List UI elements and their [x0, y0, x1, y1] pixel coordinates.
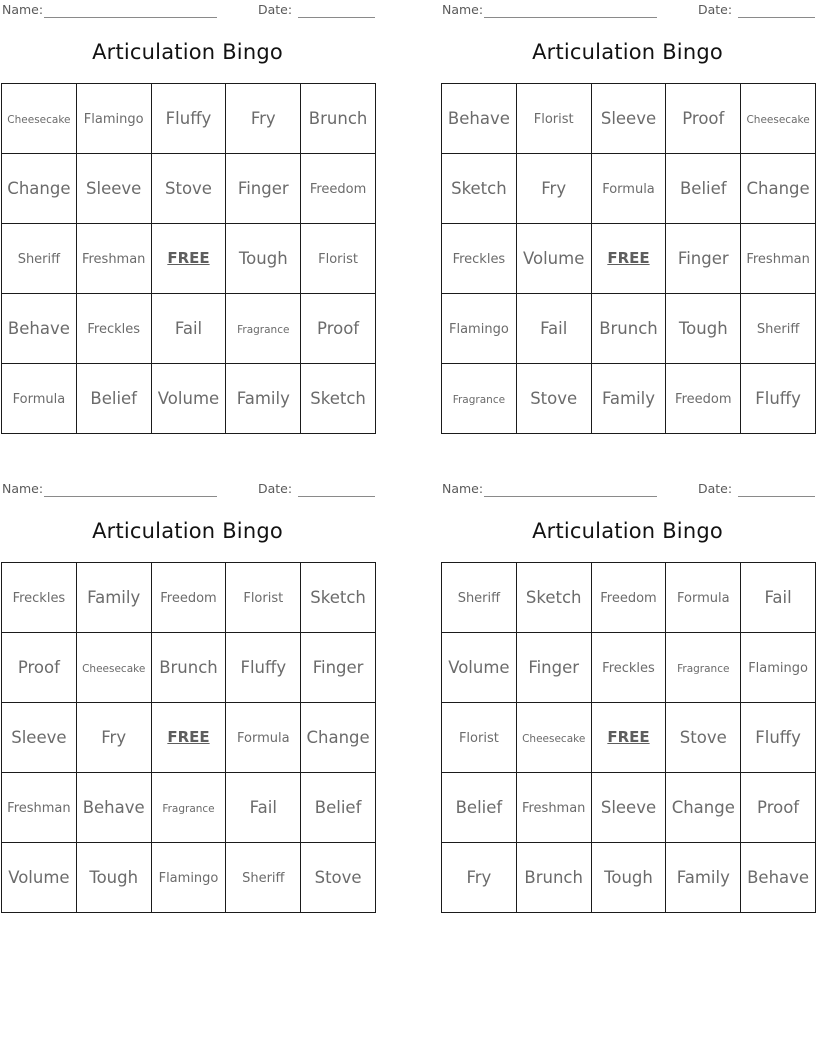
bingo-cell[interactable] [76, 224, 151, 294]
bingo-cell[interactable] [741, 633, 816, 703]
bingo-cell-label: Sketch [451, 178, 507, 198]
bingo-cell-label: Belief [679, 178, 727, 198]
bingo-cell-label: Fluffy [755, 727, 801, 747]
bingo-cell[interactable] [666, 154, 741, 224]
bingo-cell[interactable] [666, 843, 741, 913]
bingo-cell-label: Brunch [524, 867, 583, 887]
bingo-cell-label: Freckles [87, 322, 141, 338]
bingo-cell[interactable] [151, 364, 226, 434]
bingo-cell[interactable] [591, 84, 666, 154]
bingo-row [2, 843, 376, 913]
bingo-cell[interactable] [516, 84, 591, 154]
bingo-cell-label: Behave [747, 867, 810, 887]
bingo-cell[interactable] [226, 563, 301, 633]
bingo-cell-label: Belief [314, 797, 362, 817]
bingo-cell-label: Tough [238, 248, 288, 268]
bingo-cell[interactable] [76, 633, 151, 703]
bingo-cell[interactable] [591, 773, 666, 843]
bingo-cell[interactable] [741, 773, 816, 843]
bingo-cell-label: Florist [533, 112, 574, 128]
name-write-in-rule[interactable] [484, 496, 657, 497]
bingo-cell-label: Freedom [160, 591, 217, 607]
bingo-cell[interactable] [442, 773, 517, 843]
bingo-cell-label: Cheesecake [522, 733, 586, 746]
bingo-cell[interactable] [666, 633, 741, 703]
bingo-cell[interactable] [516, 154, 591, 224]
bingo-row [2, 294, 376, 364]
bingo-row [2, 703, 376, 773]
bingo-cell-label: Freckles [452, 252, 506, 268]
bingo-free-cell[interactable] [151, 224, 226, 294]
bingo-cell-label: Formula [237, 731, 290, 747]
bingo-cell-label: Change [746, 178, 810, 198]
bingo-cell[interactable] [151, 154, 226, 224]
bingo-cell[interactable] [76, 843, 151, 913]
bingo-cell-label: Fry [466, 867, 492, 887]
bingo-cell[interactable] [666, 294, 741, 364]
bingo-cell[interactable] [666, 84, 741, 154]
bingo-cell[interactable] [76, 703, 151, 773]
bingo-cell-label: Tough [678, 318, 728, 338]
bingo-cell-label: Sleeve [86, 178, 142, 198]
bingo-cell[interactable] [516, 224, 591, 294]
bingo-cell[interactable] [226, 773, 301, 843]
bingo-cell-label: Proof [757, 797, 800, 817]
bingo-cell-label: Freshman [521, 801, 586, 817]
bingo-cell[interactable] [151, 84, 226, 154]
page-title: Articulation Bingo [92, 519, 283, 543]
bingo-cell[interactable] [301, 843, 376, 913]
bingo-cell[interactable] [666, 224, 741, 294]
bingo-cell[interactable] [226, 224, 301, 294]
bingo-card-top-left [0, 0, 375, 408]
bingo-cell[interactable] [442, 84, 517, 154]
bingo-cell-label: Stove [530, 388, 578, 408]
bingo-cell[interactable] [442, 364, 517, 434]
bingo-cell-label: Brunch [159, 657, 218, 677]
bingo-cell-label: Fragrance [237, 324, 290, 337]
bingo-cell-label: Change [7, 178, 71, 198]
bingo-cell-label: Fluffy [240, 657, 287, 677]
bingo-cell-label: Sheriff [457, 591, 501, 607]
bingo-cell[interactable] [226, 154, 301, 224]
bingo-cell-label: Cheesecake [7, 114, 71, 127]
bingo-row [442, 154, 816, 224]
bingo-cell[interactable] [666, 563, 741, 633]
bingo-row [442, 364, 816, 434]
date-write-in-rule[interactable] [298, 496, 375, 497]
bingo-cell-label: Sketch [525, 587, 582, 607]
bingo-cell-label: Volume [523, 248, 585, 268]
bingo-cell-label: Fragrance [162, 803, 215, 816]
bingo-cell[interactable] [301, 563, 376, 633]
bingo-card-bottom-left [0, 479, 375, 887]
bingo-cell[interactable] [741, 84, 816, 154]
bingo-row [442, 84, 816, 154]
bingo-cell[interactable] [741, 843, 816, 913]
bingo-row [2, 563, 376, 633]
bingo-cell[interactable] [442, 563, 517, 633]
bingo-row [2, 364, 376, 434]
bingo-cell[interactable] [76, 773, 151, 843]
date-label: Date: [258, 481, 293, 496]
bingo-cell-label: Fail [540, 318, 568, 338]
bingo-card-bottom-right [440, 479, 815, 887]
bingo-cell[interactable] [516, 364, 591, 434]
bingo-cell-label: Proof [17, 657, 60, 677]
date-label: Date: [698, 2, 733, 17]
bingo-cell[interactable] [2, 773, 77, 843]
bingo-cell-label: Flamingo [748, 661, 808, 677]
bingo-cell[interactable] [151, 633, 226, 703]
bingo-row [442, 294, 816, 364]
bingo-cell-label: Fluffy [165, 108, 212, 128]
bingo-cell-label: Flamingo [449, 322, 509, 338]
bingo-row [442, 633, 816, 703]
bingo-cell-label: Sheriff [17, 252, 61, 268]
bingo-cell-label: Sketch [310, 587, 366, 607]
bingo-cell[interactable] [2, 84, 77, 154]
bingo-cell-label: FREE [167, 728, 210, 747]
page-title: Articulation Bingo [532, 519, 723, 543]
bingo-cell[interactable] [301, 703, 376, 773]
bingo-cell-label: Family [601, 388, 656, 408]
bingo-cell-label: Stove [165, 178, 212, 198]
date-write-in-rule[interactable] [298, 17, 375, 18]
bingo-cell[interactable] [666, 364, 741, 434]
bingo-row [2, 154, 376, 224]
bingo-cell[interactable] [2, 154, 77, 224]
bingo-cell[interactable] [151, 294, 226, 364]
bingo-cell[interactable] [76, 294, 151, 364]
bingo-cell-label: Behave [82, 797, 145, 817]
bingo-cell-label: Sleeve [600, 797, 657, 817]
name-label: Name: [442, 481, 484, 496]
date-write-in-rule[interactable] [738, 496, 815, 497]
bingo-cell-label: Change [306, 727, 370, 747]
bingo-cell-label: Cheesecake [82, 663, 146, 676]
bingo-cell[interactable] [151, 843, 226, 913]
bingo-cell-label: Behave [447, 108, 510, 128]
bingo-cell[interactable] [226, 294, 301, 364]
bingo-cell-label: Formula [12, 392, 66, 408]
bingo-cell[interactable] [442, 703, 517, 773]
bingo-cell-label: Fail [249, 797, 277, 817]
bingo-cell[interactable] [516, 703, 591, 773]
date-label: Date: [258, 2, 293, 17]
name-write-in-rule[interactable] [484, 17, 657, 18]
bingo-cell-label: Finger [237, 178, 289, 198]
bingo-cell[interactable] [666, 703, 741, 773]
bingo-cell[interactable] [591, 154, 666, 224]
bingo-cell-label: Volume [157, 388, 220, 408]
bingo-cell[interactable] [151, 563, 226, 633]
bingo-cell-label: Brunch [308, 108, 368, 128]
bingo-cell-label: Sleeve [11, 727, 67, 747]
bingo-row [442, 703, 816, 773]
bingo-cell-label: Fluffy [755, 388, 801, 408]
bingo-cell[interactable] [516, 773, 591, 843]
bingo-cell[interactable] [301, 773, 376, 843]
bingo-grid [1, 562, 376, 913]
bingo-cell-label: Change [671, 797, 735, 817]
date-write-in-rule[interactable] [738, 17, 815, 18]
bingo-cell[interactable] [442, 224, 517, 294]
bingo-row [2, 84, 376, 154]
bingo-cell[interactable] [516, 633, 591, 703]
bingo-row [442, 224, 816, 294]
name-date-line [0, 479, 375, 499]
bingo-cell[interactable] [741, 563, 816, 633]
bingo-cell[interactable] [226, 843, 301, 913]
bingo-cell[interactable] [741, 364, 816, 434]
bingo-cell[interactable] [301, 84, 376, 154]
bingo-cell[interactable] [741, 294, 816, 364]
bingo-free-cell[interactable] [151, 703, 226, 773]
bingo-cell-label: Proof [682, 108, 725, 128]
name-date-line [0, 0, 375, 20]
bingo-cell[interactable] [666, 773, 741, 843]
bingo-row [2, 224, 376, 294]
bingo-cell-label: Freedom [675, 392, 732, 408]
bingo-cell[interactable] [741, 154, 816, 224]
date-label: Date: [698, 481, 733, 496]
name-write-in-rule[interactable] [44, 496, 217, 497]
bingo-cell-label: Formula [677, 591, 730, 607]
bingo-cell[interactable] [76, 154, 151, 224]
bingo-cell-label: Fragrance [452, 394, 506, 407]
bingo-cell[interactable] [2, 703, 77, 773]
page-title: Articulation Bingo [532, 40, 723, 64]
bingo-cell[interactable] [76, 563, 151, 633]
bingo-cell-label: Fail [174, 318, 203, 338]
bingo-cell-label: Cheesecake [746, 114, 810, 127]
bingo-cell-label: Brunch [599, 318, 658, 338]
bingo-cell-label: Tough [604, 867, 653, 887]
bingo-cell[interactable] [76, 84, 151, 154]
bingo-cell-label: Sketch [310, 388, 366, 408]
bingo-cell[interactable] [591, 633, 666, 703]
bingo-cell[interactable] [516, 563, 591, 633]
bingo-cell[interactable] [2, 843, 77, 913]
bingo-cell-label: Sheriff [242, 871, 285, 887]
bingo-cell-label: FREE [607, 728, 650, 747]
bingo-cell[interactable] [301, 633, 376, 703]
bingo-cell[interactable] [301, 154, 376, 224]
bingo-cell-label: Florist [318, 252, 359, 268]
bingo-cell[interactable] [2, 364, 77, 434]
bingo-grid [441, 562, 816, 913]
bingo-cell[interactable] [301, 224, 376, 294]
bingo-cell-label: Fry [250, 108, 276, 128]
bingo-free-cell[interactable] [591, 703, 666, 773]
page-title: Articulation Bingo [92, 40, 283, 64]
bingo-cell-label: Stove [679, 727, 727, 747]
bingo-cell-label: Family [676, 867, 730, 887]
bingo-cell[interactable] [2, 633, 77, 703]
bingo-row [2, 773, 376, 843]
bingo-cell[interactable] [741, 703, 816, 773]
bingo-row [442, 773, 816, 843]
bingo-cell-label: Behave [7, 318, 70, 338]
bingo-cell[interactable] [442, 843, 517, 913]
bingo-cell-label: Freedom [309, 182, 367, 198]
bingo-cell[interactable] [2, 294, 77, 364]
bingo-cell[interactable] [301, 364, 376, 434]
bingo-cell[interactable] [76, 364, 151, 434]
bingo-cell[interactable] [226, 84, 301, 154]
bingo-cell-label: Freshman [81, 252, 146, 268]
bingo-cell-label: Belief [90, 388, 137, 408]
bingo-cell-label: Finger [528, 657, 580, 677]
bingo-cell-label: Finger [312, 657, 364, 677]
bingo-cell[interactable] [741, 224, 816, 294]
bingo-cell-label: Formula [602, 182, 655, 198]
bingo-cell[interactable] [591, 294, 666, 364]
bingo-row [2, 633, 376, 703]
bingo-cell-label: Belief [455, 797, 503, 817]
name-date-line [440, 479, 815, 499]
bingo-grid [441, 83, 816, 434]
bingo-cell-label: Proof [317, 318, 360, 338]
bingo-cell-label: Flamingo [158, 871, 219, 887]
bingo-cell[interactable] [301, 294, 376, 364]
bingo-cell[interactable] [2, 224, 77, 294]
bingo-cell[interactable] [516, 294, 591, 364]
bingo-cell[interactable] [591, 364, 666, 434]
bingo-cell-label: FREE [167, 249, 210, 268]
bingo-cell[interactable] [442, 294, 517, 364]
bingo-cell[interactable] [226, 633, 301, 703]
name-write-in-rule[interactable] [44, 17, 217, 18]
bingo-cell[interactable] [226, 703, 301, 773]
bingo-cell-label: Freckles [602, 661, 655, 677]
name-label: Name: [2, 481, 44, 496]
bingo-cell-label: Freshman [7, 801, 71, 817]
bingo-cell[interactable] [226, 364, 301, 434]
name-date-line [440, 0, 815, 20]
bingo-cell[interactable] [516, 843, 591, 913]
bingo-cell-label: Fry [541, 178, 567, 198]
bingo-cell[interactable] [591, 843, 666, 913]
bingo-cell[interactable] [442, 633, 517, 703]
bingo-cell-label: Freshman [746, 252, 810, 268]
bingo-cell-label: Finger [677, 248, 729, 268]
bingo-cell-label: Sheriff [756, 322, 800, 338]
bingo-cell-label: Florist [243, 591, 284, 607]
bingo-card-top-right [440, 0, 815, 408]
bingo-cell-label: Family [236, 388, 290, 408]
bingo-free-cell[interactable] [591, 224, 666, 294]
bingo-cell[interactable] [442, 154, 517, 224]
bingo-row [442, 563, 816, 633]
bingo-cell[interactable] [151, 773, 226, 843]
bingo-cell-label: FREE [607, 249, 650, 268]
name-label: Name: [442, 2, 484, 17]
bingo-grid [1, 83, 376, 434]
bingo-cell-label: Fragrance [677, 663, 730, 676]
bingo-cell[interactable] [2, 563, 77, 633]
bingo-cell-label: Freckles [12, 591, 66, 607]
bingo-cell-label: Volume [8, 867, 70, 887]
name-label: Name: [2, 2, 44, 17]
bingo-cell-label: Fry [101, 727, 127, 747]
bingo-cell-label: Freedom [600, 591, 657, 607]
bingo-cell-label: Tough [89, 867, 139, 887]
bingo-cell-label: Family [87, 587, 141, 607]
bingo-cell-label: Sleeve [600, 108, 657, 128]
bingo-cell[interactable] [591, 563, 666, 633]
bingo-cell-label: Volume [448, 657, 510, 677]
bingo-cell-label: Florist [458, 731, 499, 747]
bingo-cell-label: Fail [764, 587, 792, 607]
bingo-cell-label: Flamingo [83, 112, 144, 128]
bingo-cell-label: Stove [314, 867, 362, 887]
bingo-row [442, 843, 816, 913]
